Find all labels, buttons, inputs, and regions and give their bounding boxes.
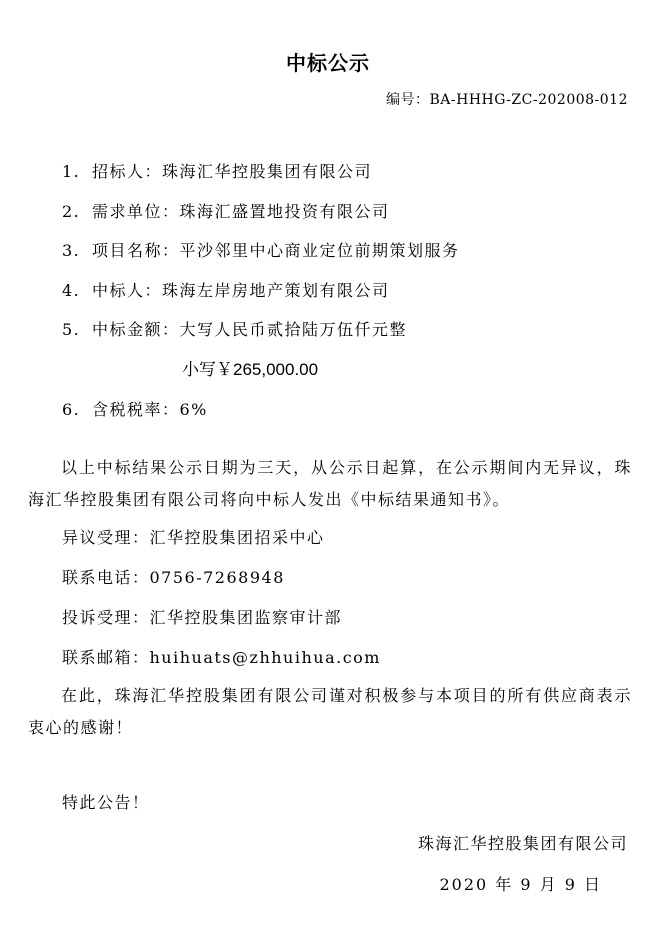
item-tenderer: [62, 162, 372, 182]
item-winner: [62, 281, 390, 301]
objection-contact: 异议受理：汇华控股集团招采中心: [62, 528, 325, 547]
item-number: 6.: [62, 400, 81, 419]
thanks-paragraph: 在此，珠海汇华控股集团有限公司谨对积极参与本项目的所有供应商表示衷心的感谢！: [28, 686, 632, 737]
item-tax-rate: [62, 400, 208, 420]
closing-line: 特此公告！: [62, 793, 150, 812]
contact-email: 联系邮箱：huihuats@zhhuihua.com: [62, 648, 381, 667]
item-text: 项目名称：平沙邻里中心商业定位前期策划服务: [92, 241, 460, 260]
item-bid-amount: [62, 320, 407, 340]
item-text: 中标金额：大写人民币贰拾陆万伍仟元整: [92, 320, 408, 339]
item-demand-unit: [62, 202, 390, 222]
item-number: 4.: [62, 281, 81, 300]
bid-amount-numeric: 小写￥265,000.00: [182, 360, 319, 379]
page-title: 中标公示: [286, 51, 370, 75]
item-text: 需求单位：珠海汇盛置地投资有限公司: [92, 202, 390, 221]
complaint-contact: 投诉受理：汇华控股集团监察审计部: [62, 608, 343, 627]
item-text: 中标人：珠海左岸房地产策划有限公司: [92, 281, 390, 300]
signature-date: 2020 年 9 月 9 日: [439, 875, 602, 894]
item-number: 5.: [62, 320, 81, 339]
publicity-paragraph: 以上中标结果公示日期为三天，从公示日起算，在公示期间内无异议，珠海汇华控股集团有限公司将向中标人发出《中标结果通知书》。: [28, 458, 632, 509]
item-project-name: [62, 241, 460, 261]
signature-organization: 珠海汇华控股集团有限公司: [417, 834, 628, 853]
item-number: 2.: [62, 202, 81, 221]
item-number: 1.: [62, 162, 81, 181]
item-text: 招标人：珠海汇华控股集团有限公司: [92, 162, 373, 181]
item-text: 含税税率：6%: [92, 400, 208, 419]
document-number: 编号：BA-HHHG-ZC-202008-012: [386, 92, 628, 108]
item-number: 3.: [62, 241, 81, 260]
contact-phone: 联系电话：0756-7268948: [62, 568, 285, 587]
